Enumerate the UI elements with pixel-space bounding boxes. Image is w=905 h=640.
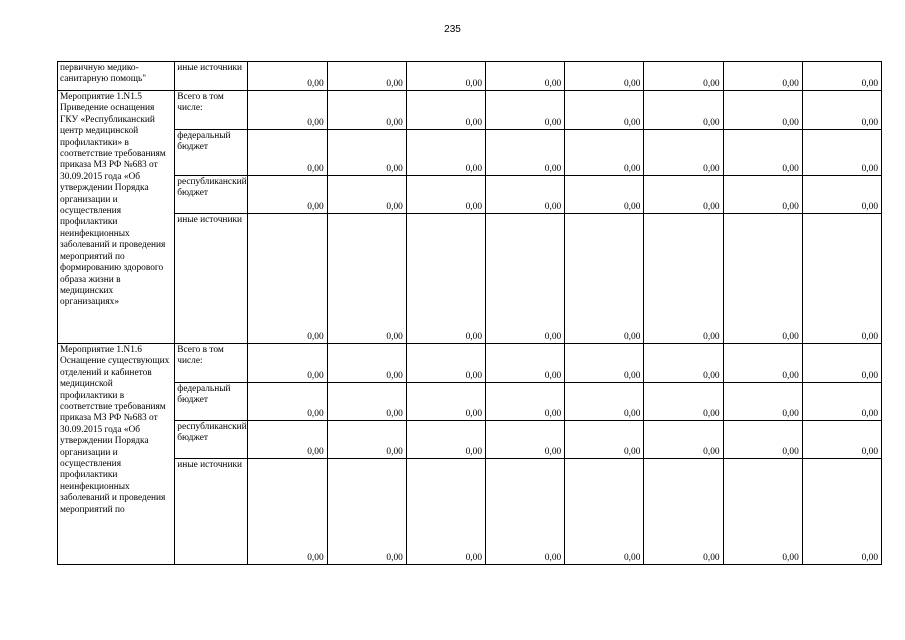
amount-cell: 0,00 bbox=[248, 459, 327, 565]
amount-cell: 0,00 bbox=[723, 130, 802, 176]
event-cell: Мероприятие 1.N1.5 Приведение оснащения ГКУ «Республиканский центр медицинской профилактики» в соответствие требованиям приказа МЗ РФ №683 от 30.09.2015 года «Об утверждении Порядка организации и осуществления профилактики неинфекционных заболеваний и проведения мероприятий по формированию здорового образа жизни в медицинских организациях» bbox=[58, 91, 175, 344]
amount-cell: 0,00 bbox=[486, 62, 565, 91]
amount-cell: 0,00 bbox=[723, 176, 802, 214]
funding-source-cell: иные источники bbox=[175, 62, 248, 91]
amount-cell: 0,00 bbox=[644, 383, 723, 421]
funding-source-cell: Всего в том числе: bbox=[175, 344, 248, 383]
amount-cell: 0,00 bbox=[327, 130, 406, 176]
amount-cell: 0,00 bbox=[644, 214, 723, 344]
amount-cell: 0,00 bbox=[644, 344, 723, 383]
amount-cell: 0,00 bbox=[248, 62, 327, 91]
amount-cell: 0,00 bbox=[802, 62, 881, 91]
table-row bbox=[58, 91, 882, 130]
amount-cell: 0,00 bbox=[644, 421, 723, 459]
amount-cell: 0,00 bbox=[565, 91, 644, 130]
amount-cell: 0,00 bbox=[327, 91, 406, 130]
amount-cell: 0,00 bbox=[802, 383, 881, 421]
amount-cell: 0,00 bbox=[565, 130, 644, 176]
funding-source-cell: республиканский бюджет bbox=[175, 421, 248, 459]
amount-cell: 0,00 bbox=[644, 91, 723, 130]
table-row bbox=[58, 62, 882, 91]
amount-cell: 0,00 bbox=[565, 214, 644, 344]
amount-cell: 0,00 bbox=[723, 383, 802, 421]
table-row bbox=[58, 459, 882, 565]
amount-cell: 0,00 bbox=[327, 344, 406, 383]
amount-cell: 0,00 bbox=[486, 91, 565, 130]
amount-cell: 0,00 bbox=[248, 214, 327, 344]
amount-cell: 0,00 bbox=[248, 383, 327, 421]
funding-source-cell: иные источники bbox=[175, 459, 248, 565]
amount-cell: 0,00 bbox=[406, 62, 485, 91]
amount-cell: 0,00 bbox=[486, 214, 565, 344]
amount-cell: 0,00 bbox=[802, 344, 881, 383]
amount-cell: 0,00 bbox=[723, 459, 802, 565]
amount-cell: 0,00 bbox=[565, 421, 644, 459]
amount-cell: 0,00 bbox=[406, 344, 485, 383]
amount-cell: 0,00 bbox=[327, 383, 406, 421]
amount-cell: 0,00 bbox=[327, 62, 406, 91]
table-row bbox=[58, 214, 882, 344]
amount-cell: 0,00 bbox=[565, 383, 644, 421]
page-number: 235 bbox=[444, 24, 461, 35]
amount-cell: 0,00 bbox=[486, 421, 565, 459]
funding-source-cell: федеральный бюджет bbox=[175, 130, 248, 176]
amount-cell: 0,00 bbox=[406, 421, 485, 459]
amount-cell: 0,00 bbox=[406, 176, 485, 214]
amount-cell: 0,00 bbox=[486, 383, 565, 421]
event-cell: Мероприятие 1.N1.6 Оснащение существующих отделений и кабинетов медицинской профилактики в соответствие требованиям приказа МЗ РФ №683 от 30.09.2015 года «Об утверждении Порядка организации и осуществления профилактики неинфекционных заболеваний и проведения мероприятий по bbox=[58, 344, 175, 565]
amount-cell: 0,00 bbox=[486, 176, 565, 214]
amount-cell: 0,00 bbox=[248, 344, 327, 383]
amount-cell: 0,00 bbox=[486, 459, 565, 565]
table-row bbox=[58, 130, 882, 176]
amount-cell: 0,00 bbox=[802, 176, 881, 214]
amount-cell: 0,00 bbox=[565, 344, 644, 383]
table-row bbox=[58, 383, 882, 421]
amount-cell: 0,00 bbox=[644, 62, 723, 91]
table-body bbox=[58, 62, 882, 565]
amount-cell: 0,00 bbox=[406, 214, 485, 344]
amount-cell: 0,00 bbox=[248, 91, 327, 130]
amount-cell: 0,00 bbox=[406, 130, 485, 176]
budget-table bbox=[57, 61, 882, 565]
amount-cell: 0,00 bbox=[802, 91, 881, 130]
amount-cell: 0,00 bbox=[723, 214, 802, 344]
amount-cell: 0,00 bbox=[248, 130, 327, 176]
amount-cell: 0,00 bbox=[802, 421, 881, 459]
amount-cell: 0,00 bbox=[723, 421, 802, 459]
amount-cell: 0,00 bbox=[327, 214, 406, 344]
amount-cell: 0,00 bbox=[327, 421, 406, 459]
amount-cell: 0,00 bbox=[565, 62, 644, 91]
amount-cell: 0,00 bbox=[802, 214, 881, 344]
amount-cell: 0,00 bbox=[406, 459, 485, 565]
amount-cell: 0,00 bbox=[644, 130, 723, 176]
amount-cell: 0,00 bbox=[406, 383, 485, 421]
amount-cell: 0,00 bbox=[248, 421, 327, 459]
amount-cell: 0,00 bbox=[644, 459, 723, 565]
amount-cell: 0,00 bbox=[248, 176, 327, 214]
amount-cell: 0,00 bbox=[327, 459, 406, 565]
amount-cell: 0,00 bbox=[327, 176, 406, 214]
table-row bbox=[58, 344, 882, 383]
table-row bbox=[58, 176, 882, 214]
amount-cell: 0,00 bbox=[406, 91, 485, 130]
funding-source-cell: федеральный бюджет bbox=[175, 383, 248, 421]
amount-cell: 0,00 bbox=[723, 344, 802, 383]
amount-cell: 0,00 bbox=[486, 344, 565, 383]
amount-cell: 0,00 bbox=[486, 130, 565, 176]
funding-source-cell: республиканский бюджет bbox=[175, 176, 248, 214]
amount-cell: 0,00 bbox=[565, 176, 644, 214]
amount-cell: 0,00 bbox=[723, 91, 802, 130]
amount-cell: 0,00 bbox=[644, 176, 723, 214]
event-cell: первичную медико-санитарную помощь" bbox=[58, 62, 175, 91]
amount-cell: 0,00 bbox=[723, 62, 802, 91]
funding-source-cell: иные источники bbox=[175, 214, 248, 344]
amount-cell: 0,00 bbox=[802, 459, 881, 565]
amount-cell: 0,00 bbox=[802, 130, 881, 176]
table-row bbox=[58, 421, 882, 459]
funding-source-cell: Всего в том числе: bbox=[175, 91, 248, 130]
amount-cell: 0,00 bbox=[565, 459, 644, 565]
